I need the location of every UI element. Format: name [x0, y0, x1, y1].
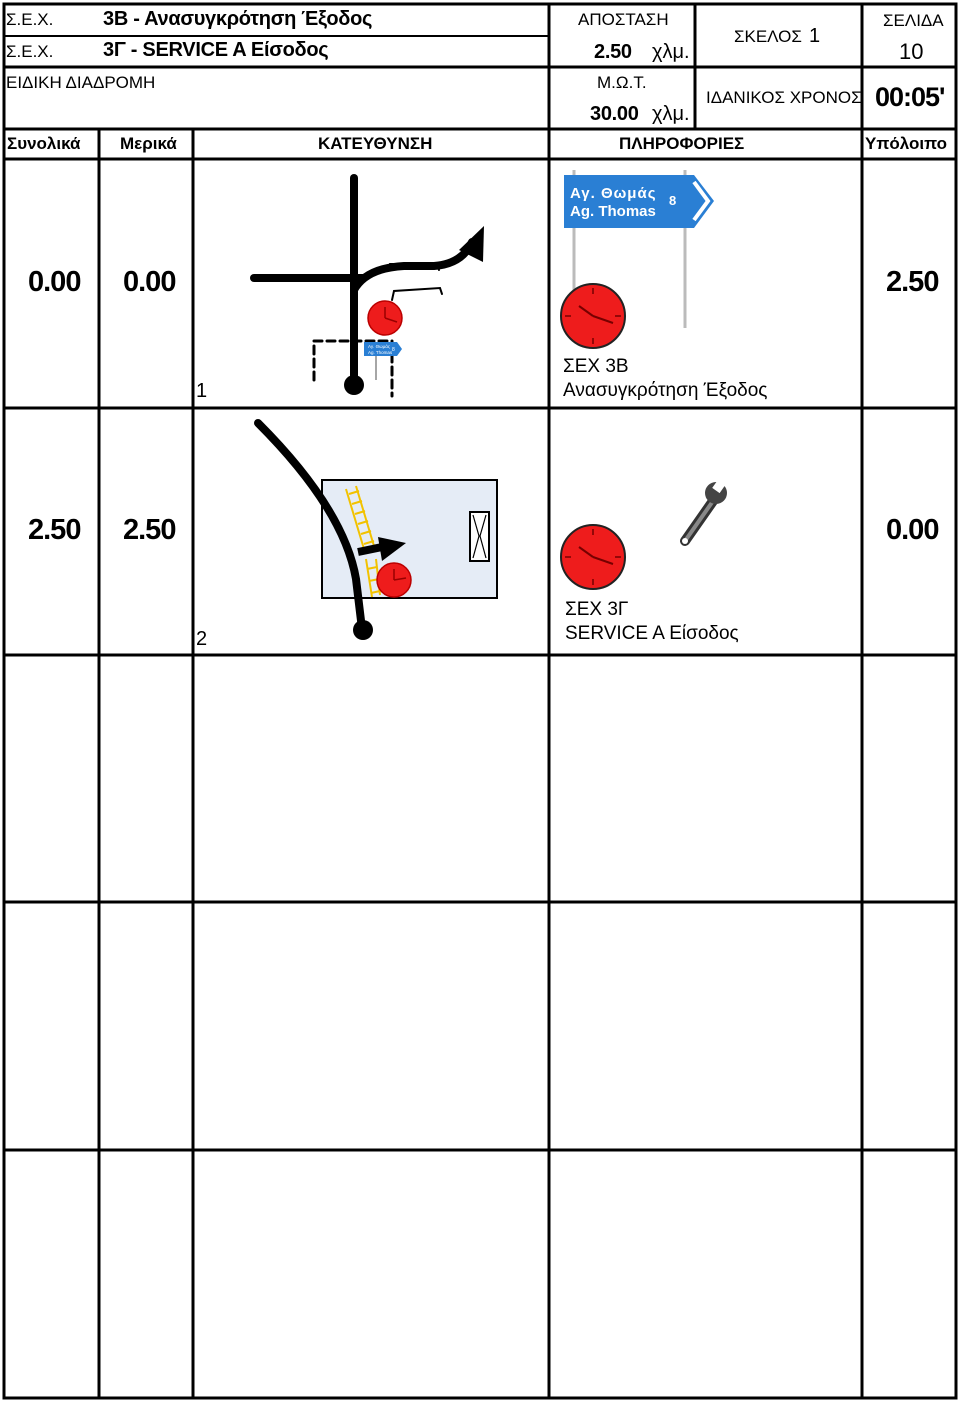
- distance-value: 2.50: [594, 41, 632, 63]
- leg-value: 1: [809, 25, 821, 47]
- row1-info-line1: ΣΕΧ 3Β: [563, 356, 629, 377]
- mini-sign-distance: 8: [392, 347, 395, 353]
- time-control-icon-small: [377, 563, 411, 597]
- time-control-icon: [561, 525, 625, 589]
- time-control-icon: [561, 284, 625, 348]
- distance-label: ΑΠΟΣΤΑΣΗ: [578, 10, 669, 29]
- row2-info-line2: SERVICE A Είσοδος: [565, 623, 739, 644]
- special-route-label: ΕΙΔΙΚΗ ΔΙΑΔΡΟΜΗ: [6, 73, 156, 92]
- avg-speed-value: 30.00: [590, 103, 639, 125]
- ideal-time-label: ΙΔΑΝΙΚΟΣ ΧΡΟΝΟΣ: [706, 88, 862, 107]
- row1-number: 1: [196, 380, 208, 402]
- page-label: ΣΕΛΙΔΑ: [883, 11, 944, 30]
- time-control-icon-small: [368, 301, 402, 335]
- mini-sign-line1: Αγ. Θωμάς: [368, 344, 391, 349]
- mini-sign-line2: Ag. Thomas: [368, 350, 393, 355]
- col-remaining: Υπόλοιπο: [865, 134, 948, 153]
- col-info: ΠΛΗΡΟΦΟΡΙΕΣ: [619, 134, 745, 153]
- col-partial: Μερικά: [120, 134, 177, 153]
- row2-total: 2.50: [28, 514, 81, 546]
- row1-info-line2: Ανασυγκρότηση Έξοδος: [563, 380, 768, 401]
- row2-tulip-diagram: [194, 409, 548, 654]
- ideal-time-value: 00:05': [875, 82, 945, 112]
- sign-distance: 8: [669, 193, 677, 208]
- distance-unit: χλμ.: [652, 41, 690, 63]
- row1-prefix: Σ.Ε.Χ.: [6, 10, 54, 29]
- row2-info-line1: ΣΕΧ 3Γ: [565, 599, 629, 620]
- leg-label: ΣΚΕΛΟΣ: [734, 27, 802, 46]
- row1-partial: 0.00: [123, 266, 176, 298]
- row1-tulip-diagram: [194, 160, 548, 407]
- direction-sign: [564, 175, 714, 228]
- row1-title: 3Β - Ανασυγκρότηση Έξοδος: [103, 8, 373, 30]
- row2-prefix: Σ.Ε.Χ.: [6, 42, 54, 61]
- avg-speed-label: Μ.Ω.Τ.: [597, 73, 647, 92]
- row1-remaining: 2.50: [886, 266, 939, 298]
- sign-line2: Ag. Thomas: [570, 203, 656, 220]
- row2-remaining: 0.00: [886, 514, 939, 546]
- service-marker-icon: [470, 512, 489, 561]
- page-value: 10: [899, 39, 924, 64]
- row2-partial: 2.50: [123, 514, 176, 546]
- mini-direction-sign: [364, 342, 402, 356]
- wrench-icon: [682, 475, 729, 544]
- row2-number: 2: [196, 628, 208, 650]
- col-direction: ΚΑΤΕΥΘΥΝΣΗ: [318, 134, 433, 153]
- col-total: Συνολικά: [7, 134, 81, 153]
- row1-total: 0.00: [28, 266, 81, 298]
- row2-title: 3Γ - SERVICE A Είσοδος: [103, 39, 329, 61]
- sign-line1: Αγ. Θωμάς: [570, 185, 657, 202]
- avg-speed-unit: χλμ.: [652, 103, 690, 125]
